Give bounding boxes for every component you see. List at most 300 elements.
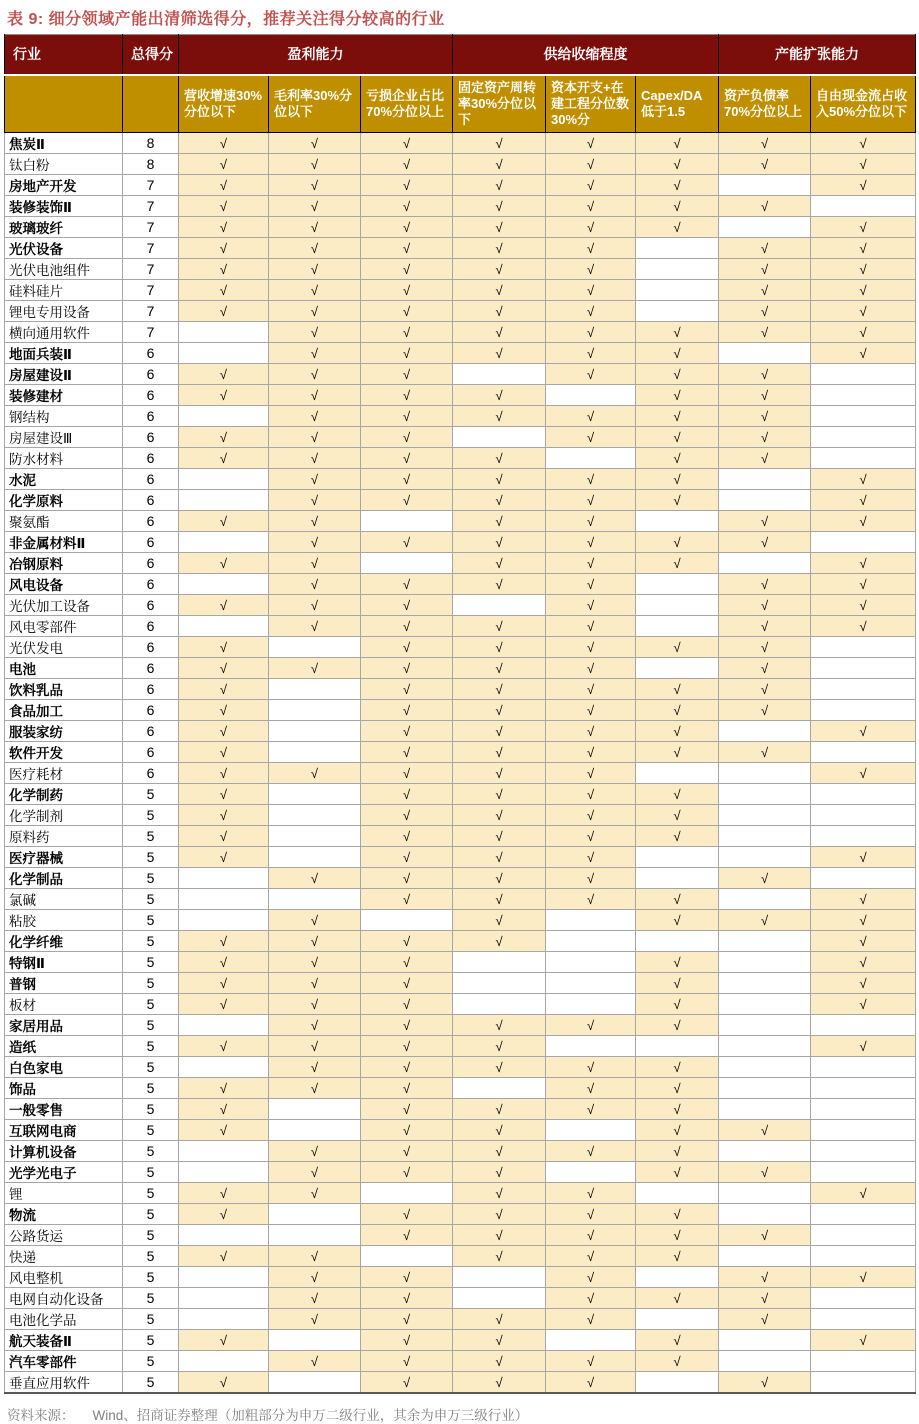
check-cell-checked: √	[269, 910, 361, 931]
table-row	[5, 1036, 916, 1057]
table-row	[5, 175, 916, 196]
check-cell-checked: √	[811, 217, 916, 238]
check-cell-checked: √	[361, 364, 453, 385]
check-cell-checked: √	[546, 1015, 636, 1036]
industry-cell: 房屋建设Ⅲ	[5, 427, 123, 448]
header-empty-industry	[5, 75, 123, 133]
table-row	[5, 973, 916, 994]
check-cell-checked: √	[811, 343, 916, 364]
check-cell-empty	[179, 889, 269, 910]
check-cell-checked: √	[179, 154, 269, 175]
check-cell-empty	[636, 595, 719, 616]
check-cell-checked: √	[636, 448, 719, 469]
industry-cell: 风电零部件	[5, 616, 123, 637]
check-cell-checked: √	[811, 1330, 916, 1351]
total-score-cell: 5	[123, 973, 179, 994]
check-cell-checked: √	[453, 721, 546, 742]
table-row	[5, 1246, 916, 1267]
check-cell-checked: √	[453, 532, 546, 553]
total-score-cell: 5	[123, 952, 179, 973]
industry-cell: 横向通用软件	[5, 322, 123, 343]
check-cell-empty	[179, 1288, 269, 1309]
check-cell-checked: √	[636, 217, 719, 238]
total-score-cell: 5	[123, 1372, 179, 1394]
check-cell-checked: √	[179, 805, 269, 826]
check-cell-empty	[719, 1183, 811, 1204]
total-score-cell: 5	[123, 1309, 179, 1330]
check-cell-checked: √	[361, 700, 453, 721]
total-score-cell: 5	[123, 910, 179, 931]
check-cell-empty	[546, 1120, 636, 1141]
check-cell-checked: √	[179, 364, 269, 385]
check-cell-checked: √	[269, 1057, 361, 1078]
check-cell-empty	[719, 1351, 811, 1372]
industry-cell: 聚氨酯	[5, 511, 123, 532]
check-cell-checked: √	[811, 847, 916, 868]
check-cell-empty	[811, 1309, 916, 1330]
total-score-cell: 6	[123, 574, 179, 595]
check-cell-checked: √	[636, 1204, 719, 1225]
check-cell-checked: √	[179, 595, 269, 616]
check-cell-empty	[811, 868, 916, 889]
check-cell-checked: √	[179, 952, 269, 973]
check-cell-checked: √	[546, 616, 636, 637]
check-cell-checked: √	[269, 364, 361, 385]
table-row	[5, 742, 916, 763]
check-cell-empty	[269, 1204, 361, 1225]
header-criterion-free-cash-flow: 自由现金流占收入50%分位以下	[811, 75, 916, 133]
check-cell-empty	[636, 259, 719, 280]
industry-cell: 光学光电子	[5, 1162, 123, 1183]
check-cell-empty	[811, 1204, 916, 1225]
total-score-cell: 5	[123, 1057, 179, 1078]
score-table	[4, 34, 916, 1394]
check-cell-empty	[269, 742, 361, 763]
source-note	[7, 1404, 919, 1424]
check-cell-checked: √	[811, 721, 916, 742]
check-cell-empty	[636, 238, 719, 259]
check-cell-checked: √	[546, 595, 636, 616]
check-cell-checked: √	[636, 973, 719, 994]
header-row-criteria	[5, 75, 916, 133]
check-cell-empty	[636, 1036, 719, 1057]
total-score-cell: 6	[123, 742, 179, 763]
table-row	[5, 931, 916, 952]
industry-cell: 装修建材	[5, 385, 123, 406]
table-row	[5, 721, 916, 742]
industry-cell: 食品加工	[5, 700, 123, 721]
check-cell-empty	[811, 700, 916, 721]
check-cell-checked: √	[179, 427, 269, 448]
check-cell-checked: √	[546, 1372, 636, 1394]
check-cell-checked: √	[269, 952, 361, 973]
table-row	[5, 574, 916, 595]
check-cell-checked: √	[546, 1246, 636, 1267]
check-cell-empty	[636, 931, 719, 952]
check-cell-checked: √	[453, 805, 546, 826]
check-cell-checked: √	[269, 868, 361, 889]
check-cell-empty	[453, 1288, 546, 1309]
check-cell-empty	[811, 364, 916, 385]
check-cell-checked: √	[269, 175, 361, 196]
check-cell-checked: √	[453, 301, 546, 322]
check-cell-empty	[269, 826, 361, 847]
check-cell-empty	[269, 1120, 361, 1141]
table-row	[5, 1183, 916, 1204]
check-cell-checked: √	[546, 574, 636, 595]
check-cell-checked: √	[361, 595, 453, 616]
check-cell-checked: √	[179, 217, 269, 238]
check-cell-empty	[546, 931, 636, 952]
total-score-cell: 6	[123, 427, 179, 448]
total-score-cell: 6	[123, 364, 179, 385]
check-cell-empty	[719, 1330, 811, 1351]
check-cell-checked: √	[453, 238, 546, 259]
check-cell-empty	[811, 784, 916, 805]
industry-cell: 光伏发电	[5, 637, 123, 658]
header-group-supply-contraction: 供给收缩程度	[453, 35, 719, 75]
check-cell-checked: √	[811, 175, 916, 196]
industry-cell: 化学制剂	[5, 805, 123, 826]
check-cell-empty	[719, 763, 811, 784]
check-cell-checked: √	[269, 931, 361, 952]
check-cell-checked: √	[636, 469, 719, 490]
total-score-cell: 5	[123, 1099, 179, 1120]
check-cell-checked: √	[546, 1267, 636, 1288]
check-cell-checked: √	[453, 175, 546, 196]
check-cell-checked: √	[546, 490, 636, 511]
check-cell-empty	[719, 1078, 811, 1099]
check-cell-empty	[179, 868, 269, 889]
total-score-cell: 6	[123, 700, 179, 721]
check-cell-checked: √	[453, 742, 546, 763]
table-row	[5, 1330, 916, 1351]
table-row	[5, 700, 916, 721]
industry-cell: 计算机设备	[5, 1141, 123, 1162]
industry-cell: 造纸	[5, 1036, 123, 1057]
check-cell-checked: √	[361, 1141, 453, 1162]
check-cell-empty	[179, 532, 269, 553]
check-cell-empty	[179, 1057, 269, 1078]
total-score-cell: 5	[123, 1204, 179, 1225]
check-cell-empty	[361, 1183, 453, 1204]
check-cell-checked: √	[269, 1246, 361, 1267]
total-score-cell: 6	[123, 763, 179, 784]
check-cell-checked: √	[636, 742, 719, 763]
check-cell-checked: √	[453, 1015, 546, 1036]
total-score-cell: 7	[123, 259, 179, 280]
industry-cell: 粘胶	[5, 910, 123, 931]
total-score-cell: 5	[123, 994, 179, 1015]
industry-cell: 光伏电池组件	[5, 259, 123, 280]
check-cell-checked: √	[636, 1078, 719, 1099]
industry-cell: 钢结构	[5, 406, 123, 427]
check-cell-checked: √	[453, 1120, 546, 1141]
total-score-cell: 5	[123, 868, 179, 889]
check-cell-checked: √	[546, 847, 636, 868]
check-cell-empty	[453, 1078, 546, 1099]
check-cell-empty	[811, 448, 916, 469]
industry-cell: 硅料硅片	[5, 280, 123, 301]
check-cell-empty	[811, 406, 916, 427]
check-cell-empty	[361, 553, 453, 574]
total-score-cell: 5	[123, 1267, 179, 1288]
check-cell-checked: √	[361, 154, 453, 175]
check-cell-checked: √	[636, 952, 719, 973]
check-cell-empty	[811, 1099, 916, 1120]
check-cell-empty	[719, 889, 811, 910]
check-cell-checked: √	[636, 1162, 719, 1183]
table-row	[5, 259, 916, 280]
check-cell-checked: √	[361, 679, 453, 700]
check-cell-empty	[179, 574, 269, 595]
check-cell-checked: √	[546, 259, 636, 280]
check-cell-checked: √	[719, 154, 811, 175]
check-cell-checked: √	[269, 406, 361, 427]
check-cell-empty	[719, 1204, 811, 1225]
check-cell-checked: √	[453, 889, 546, 910]
check-cell-checked: √	[811, 952, 916, 973]
header-criterion-loss-companies: 亏损企业占比70%分位以上	[361, 75, 453, 133]
check-cell-empty	[269, 784, 361, 805]
check-cell-checked: √	[179, 637, 269, 658]
check-cell-checked: √	[719, 364, 811, 385]
industry-cell: 白色家电	[5, 1057, 123, 1078]
check-cell-checked: √	[269, 511, 361, 532]
check-cell-checked: √	[453, 1351, 546, 1372]
check-cell-empty	[719, 931, 811, 952]
check-cell-empty	[719, 1057, 811, 1078]
check-cell-checked: √	[453, 616, 546, 637]
check-cell-empty	[636, 616, 719, 637]
check-cell-checked: √	[546, 280, 636, 301]
table-row	[5, 322, 916, 343]
check-cell-empty	[811, 679, 916, 700]
check-cell-checked: √	[546, 1309, 636, 1330]
check-cell-checked: √	[636, 364, 719, 385]
check-cell-empty	[179, 910, 269, 931]
check-cell-checked: √	[269, 490, 361, 511]
check-cell-checked: √	[361, 427, 453, 448]
check-cell-checked: √	[361, 469, 453, 490]
check-cell-checked: √	[361, 532, 453, 553]
total-score-cell: 6	[123, 658, 179, 679]
check-cell-empty	[453, 1267, 546, 1288]
table-row	[5, 1099, 916, 1120]
check-cell-checked: √	[636, 910, 719, 931]
table-row	[5, 364, 916, 385]
check-cell-checked: √	[269, 1141, 361, 1162]
check-cell-checked: √	[811, 133, 916, 154]
check-cell-checked: √	[546, 1078, 636, 1099]
check-cell-checked: √	[719, 1288, 811, 1309]
table-row	[5, 490, 916, 511]
check-cell-checked: √	[453, 1309, 546, 1330]
table-row	[5, 532, 916, 553]
check-cell-checked: √	[719, 742, 811, 763]
check-cell-empty	[636, 301, 719, 322]
industry-cell: 特钢Ⅱ	[5, 952, 123, 973]
check-cell-checked: √	[719, 1267, 811, 1288]
check-cell-checked: √	[453, 448, 546, 469]
check-cell-checked: √	[636, 889, 719, 910]
industry-cell: 快递	[5, 1246, 123, 1267]
check-cell-empty	[179, 1309, 269, 1330]
check-cell-checked: √	[453, 784, 546, 805]
check-cell-checked: √	[719, 658, 811, 679]
check-cell-checked: √	[453, 343, 546, 364]
check-cell-checked: √	[453, 1183, 546, 1204]
check-cell-checked: √	[546, 364, 636, 385]
check-cell-checked: √	[546, 553, 636, 574]
check-cell-empty	[719, 343, 811, 364]
check-cell-checked: √	[546, 511, 636, 532]
table-row	[5, 679, 916, 700]
check-cell-checked: √	[719, 322, 811, 343]
check-cell-checked: √	[179, 133, 269, 154]
header-criterion-debt-ratio: 资产负债率70%分位以上	[719, 75, 811, 133]
check-cell-empty	[361, 910, 453, 931]
check-cell-checked: √	[546, 301, 636, 322]
check-cell-checked: √	[361, 1330, 453, 1351]
total-score-cell: 5	[123, 1225, 179, 1246]
check-cell-checked: √	[269, 1162, 361, 1183]
industry-cell: 电池	[5, 658, 123, 679]
check-cell-checked: √	[453, 322, 546, 343]
table-row	[5, 511, 916, 532]
check-cell-checked: √	[269, 469, 361, 490]
table-row	[5, 217, 916, 238]
check-cell-checked: √	[269, 238, 361, 259]
check-cell-empty	[269, 1372, 361, 1394]
check-cell-checked: √	[719, 133, 811, 154]
check-cell-checked: √	[719, 1162, 811, 1183]
check-cell-checked: √	[636, 637, 719, 658]
check-cell-checked: √	[361, 196, 453, 217]
check-cell-empty	[811, 1162, 916, 1183]
check-cell-empty	[361, 1246, 453, 1267]
check-cell-checked: √	[361, 1288, 453, 1309]
check-cell-checked: √	[636, 490, 719, 511]
check-cell-empty	[719, 1099, 811, 1120]
check-cell-checked: √	[546, 889, 636, 910]
check-cell-checked: √	[811, 973, 916, 994]
check-cell-checked: √	[361, 280, 453, 301]
table-row	[5, 889, 916, 910]
check-cell-checked: √	[719, 511, 811, 532]
check-cell-checked: √	[636, 175, 719, 196]
check-cell-checked: √	[361, 1162, 453, 1183]
table-row	[5, 847, 916, 868]
check-cell-checked: √	[361, 1351, 453, 1372]
check-cell-checked: √	[636, 1015, 719, 1036]
check-cell-empty	[719, 952, 811, 973]
table-row	[5, 1288, 916, 1309]
total-score-cell: 5	[123, 1246, 179, 1267]
check-cell-checked: √	[636, 1246, 719, 1267]
check-cell-checked: √	[636, 406, 719, 427]
check-cell-empty	[269, 700, 361, 721]
total-score-cell: 8	[123, 154, 179, 175]
industry-cell: 化学制品	[5, 868, 123, 889]
industry-cell: 电池化学品	[5, 1309, 123, 1330]
check-cell-checked: √	[179, 784, 269, 805]
check-cell-checked: √	[546, 427, 636, 448]
check-cell-checked: √	[179, 175, 269, 196]
total-score-cell: 5	[123, 1120, 179, 1141]
check-cell-empty	[179, 469, 269, 490]
check-cell-checked: √	[179, 931, 269, 952]
total-score-cell: 6	[123, 385, 179, 406]
check-cell-checked: √	[811, 280, 916, 301]
check-cell-checked: √	[361, 1057, 453, 1078]
check-cell-checked: √	[361, 448, 453, 469]
industry-cell: 化学纤维	[5, 931, 123, 952]
check-cell-checked: √	[269, 994, 361, 1015]
total-score-cell: 5	[123, 784, 179, 805]
industry-cell: 钛白粉	[5, 154, 123, 175]
total-score-cell: 7	[123, 175, 179, 196]
check-cell-empty	[179, 406, 269, 427]
check-cell-checked: √	[269, 280, 361, 301]
check-cell-checked: √	[453, 868, 546, 889]
industry-cell: 医疗器械	[5, 847, 123, 868]
check-cell-checked: √	[453, 154, 546, 175]
check-cell-checked: √	[811, 511, 916, 532]
check-cell-empty	[636, 1372, 719, 1394]
check-cell-checked: √	[179, 658, 269, 679]
total-score-cell: 7	[123, 196, 179, 217]
check-cell-checked: √	[546, 196, 636, 217]
table-row	[5, 784, 916, 805]
check-cell-checked: √	[361, 343, 453, 364]
industry-cell: 化学制药	[5, 784, 123, 805]
industry-cell: 锂电专用设备	[5, 301, 123, 322]
check-cell-checked: √	[546, 217, 636, 238]
check-cell-empty	[453, 952, 546, 973]
check-cell-checked: √	[269, 448, 361, 469]
industry-cell: 风电整机	[5, 1267, 123, 1288]
check-cell-checked: √	[269, 1183, 361, 1204]
check-cell-checked: √	[361, 1120, 453, 1141]
check-cell-empty	[179, 1162, 269, 1183]
table-row	[5, 196, 916, 217]
table-row	[5, 301, 916, 322]
industry-cell: 氯碱	[5, 889, 123, 910]
table-row	[5, 1120, 916, 1141]
check-cell-checked: √	[361, 763, 453, 784]
header-criterion-revenue-growth: 营收增速30%分位以下	[179, 75, 269, 133]
check-cell-checked: √	[811, 553, 916, 574]
check-cell-checked: √	[179, 679, 269, 700]
check-cell-checked: √	[636, 154, 719, 175]
industry-cell: 航天装备Ⅱ	[5, 1330, 123, 1351]
total-score-cell: 5	[123, 1351, 179, 1372]
header-group-profitability: 盈利能力	[179, 35, 453, 75]
check-cell-empty	[453, 595, 546, 616]
industry-cell: 化学原料	[5, 490, 123, 511]
table-row	[5, 952, 916, 973]
industry-cell: 光伏设备	[5, 238, 123, 259]
check-cell-empty	[719, 1246, 811, 1267]
industry-cell: 锂	[5, 1183, 123, 1204]
check-cell-checked: √	[179, 994, 269, 1015]
check-cell-checked: √	[361, 1372, 453, 1394]
check-cell-checked: √	[811, 889, 916, 910]
check-cell-checked: √	[453, 847, 546, 868]
check-cell-empty	[811, 826, 916, 847]
check-cell-empty	[636, 658, 719, 679]
